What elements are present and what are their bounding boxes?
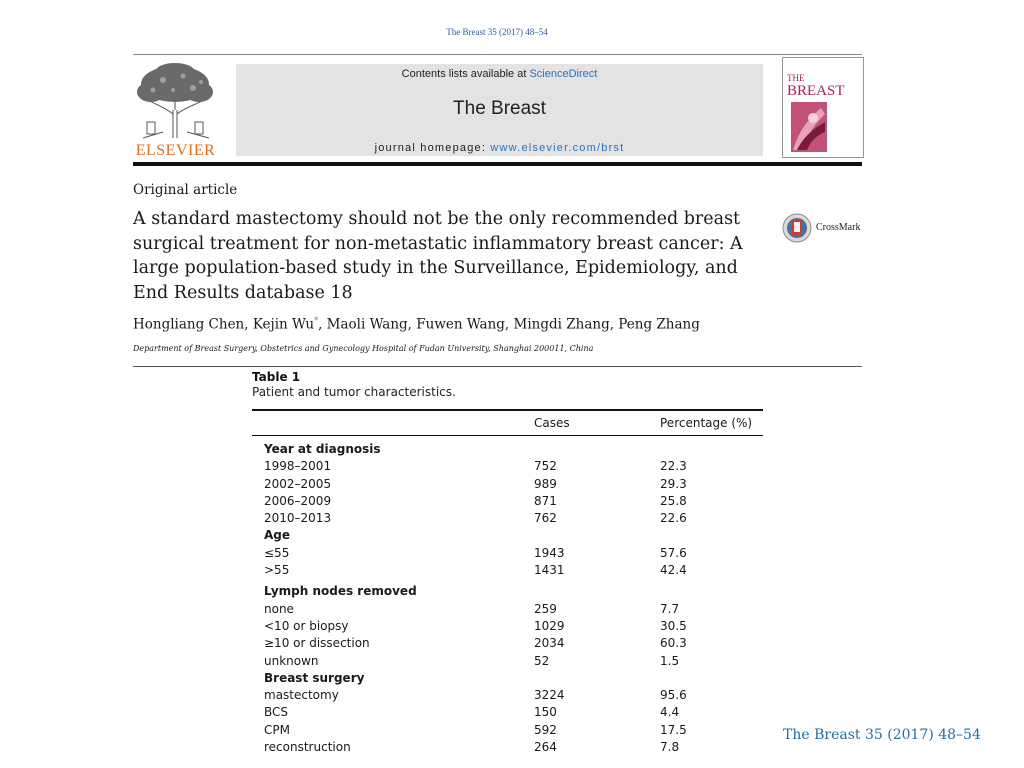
row-percentage: 25.8: [660, 493, 687, 508]
author-list: [133, 316, 700, 333]
group-header-row: [264, 670, 764, 687]
row-label: none: [264, 601, 294, 616]
table-top-rule: [252, 409, 763, 411]
homepage-prefix: journal homepage:: [374, 142, 491, 154]
sciencedirect-link[interactable]: ScienceDirect: [529, 68, 598, 80]
homepage-line: [236, 142, 763, 154]
row-cases: 259: [534, 601, 557, 616]
row-cases: 3224: [534, 688, 565, 703]
table-row: [264, 601, 764, 618]
authors-part1: Hongliang Chen, Kejin Wu: [133, 316, 315, 333]
journal-cover[interactable]: [782, 57, 864, 158]
journal-citation-header[interactable]: The Breast 35 (2017) 48–54: [446, 27, 548, 37]
row-label: ≥10 or dissection: [264, 636, 370, 651]
group-name: Age: [264, 528, 291, 543]
row-label: 2010–2013: [264, 511, 332, 526]
article-type: Original article: [133, 182, 238, 198]
table-label: Table 1: [252, 370, 301, 384]
contents-line: [236, 68, 763, 80]
row-percentage: 22.3: [660, 459, 687, 474]
table-row: [264, 510, 764, 527]
row-percentage: 22.6: [660, 511, 687, 526]
table-row: [264, 687, 764, 704]
table-group: [264, 527, 764, 579]
group-header-row: [264, 527, 764, 544]
row-percentage: 42.4: [660, 563, 687, 578]
group-header-row: [264, 583, 764, 600]
group-header-row: [264, 441, 764, 458]
table-caption: Patient and tumor characteristics.: [252, 385, 456, 399]
table-row: [264, 545, 764, 562]
elsevier-wordmark: ELSEVIER: [135, 142, 216, 159]
row-percentage: 95.6: [660, 688, 687, 703]
table-body: [264, 441, 764, 756]
table-row: [264, 704, 764, 721]
row-label: >55: [264, 563, 290, 578]
row-cases: 752: [534, 459, 557, 474]
table-row: [264, 739, 764, 756]
elsevier-tree-icon: [133, 62, 218, 140]
row-cases: 762: [534, 511, 557, 526]
row-cases: 150: [534, 705, 557, 720]
row-cases: 2034: [534, 636, 565, 651]
cover-artwork-icon: [791, 102, 827, 152]
journal-title: The Breast: [453, 98, 546, 119]
row-cases: 871: [534, 493, 557, 508]
table-group: [264, 670, 764, 756]
cover-title-line1: THE: [787, 73, 805, 83]
row-percentage: 57.6: [660, 545, 687, 560]
column-header-cases: Cases: [534, 416, 570, 430]
corresponding-author-mark[interactable]: *: [314, 316, 319, 325]
contents-prefix: Contents lists available at: [401, 68, 530, 80]
table-row: [264, 562, 764, 579]
authors-part2: , Maoli Wang, Fuwen Wang, Mingdi Zhang, Peng Zhang: [318, 316, 700, 333]
header-rule: [133, 54, 862, 55]
table-row: [264, 458, 764, 475]
row-label: 2002–2005: [264, 476, 332, 491]
row-label: mastectomy: [264, 688, 339, 703]
table-row: [264, 476, 764, 493]
cover-title: [787, 72, 845, 98]
column-header-percentage: Percentage (%): [660, 416, 753, 430]
row-cases: 592: [534, 722, 557, 737]
row-cases: 1943: [534, 545, 565, 560]
row-cases: 1431: [534, 563, 565, 578]
row-percentage: 4.4: [660, 705, 680, 720]
row-percentage: 7.8: [660, 740, 680, 755]
row-label: BCS: [264, 705, 289, 720]
row-percentage: 30.5: [660, 618, 687, 633]
row-label: reconstruction: [264, 740, 351, 755]
table-row: [264, 618, 764, 635]
row-cases: 264: [534, 740, 557, 755]
table-row: [264, 635, 764, 652]
table-row: [264, 653, 764, 670]
row-percentage: 29.3: [660, 476, 687, 491]
author-affiliation: Department of Breast Surgery, Obstetrics and Gynecology Hospital of Fudan University, Shanghai 200011, China: [133, 344, 594, 353]
table-group: [264, 441, 764, 527]
row-label: 2006–2009: [264, 493, 332, 508]
row-label: CPM: [264, 722, 290, 737]
row-cases: 989: [534, 476, 557, 491]
section-rule: [133, 366, 862, 367]
row-percentage: 17.5: [660, 722, 687, 737]
crossmark-icon: [782, 213, 812, 243]
crossmark-label: CrossMark: [816, 222, 861, 233]
cover-title-line2: BREAST: [787, 83, 845, 99]
journal-banner: [236, 64, 763, 156]
row-cases: 1029: [534, 618, 565, 633]
crossmark-badge[interactable]: [782, 213, 872, 243]
journal-citation-footer[interactable]: The Breast 35 (2017) 48–54: [783, 727, 981, 743]
row-cases: 52: [534, 653, 550, 668]
article-title: A standard mastectomy should not be the only recommended breast surgical treatment for non-metastatic inflammatory breast cancer: A large population-based study in the Surveillance, Epidemiology, and End Results database 18: [133, 209, 743, 303]
table-group: [264, 583, 764, 669]
table-heading: [252, 370, 456, 399]
group-name: Breast surgery: [264, 670, 365, 685]
row-percentage: 1.5: [660, 653, 680, 668]
row-label: unknown: [264, 653, 319, 668]
row-label: <10 or biopsy: [264, 618, 349, 633]
table-row: [264, 493, 764, 510]
table-header-rule: [252, 435, 763, 436]
table-row: [264, 722, 764, 739]
elsevier-logo[interactable]: [133, 62, 218, 158]
group-name: Lymph nodes removed: [264, 584, 417, 599]
row-percentage: 7.7: [660, 601, 680, 616]
row-label: 1998–2001: [264, 459, 332, 474]
homepage-link[interactable]: www.elsevier.com/brst: [490, 142, 625, 154]
header-thick-rule: [133, 162, 862, 166]
group-name: Year at diagnosis: [264, 442, 381, 456]
row-percentage: 60.3: [660, 636, 687, 651]
row-label: ≤55: [264, 545, 290, 560]
